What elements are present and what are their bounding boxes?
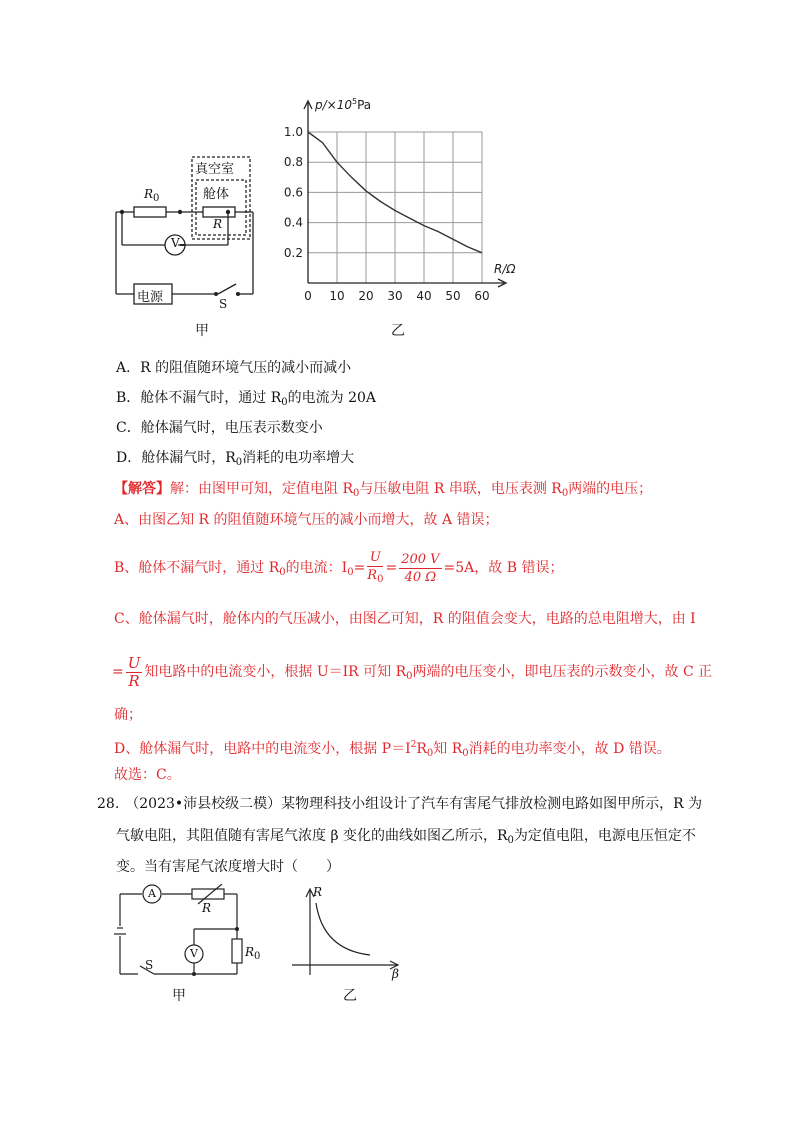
fraction-200v-over-40ohm: $\frac{200 V}{40 \Omega}$ (401, 551, 440, 585)
switch-lever (218, 284, 236, 294)
answer-line-c3: 确； (114, 707, 142, 723)
switch-label-2: S (145, 958, 154, 972)
answer-line-1: 【解答】解：由图甲可知，定值电阻 $R_0$与压敏电阻 R 串联，电压表测 $R_0$两端的电压； (114, 481, 653, 499)
y-tick-label: 0.6 (283, 185, 303, 200)
figure-caption-jia: 甲 (195, 323, 209, 339)
x-tick-label: 60 (474, 289, 490, 303)
answer-choice: 故选：C。 (114, 767, 181, 783)
x-tick-label: 10 (329, 289, 345, 303)
y-tick-label: 0.2 (283, 245, 303, 260)
answer-line-a: A、由图乙知 R 的阻值随环境气压的减小而增大，故 A 错误； (114, 512, 499, 528)
option-a: A．R 的阻值随环境气压的减小而减小 (116, 360, 352, 376)
power-source-label: 电源 (137, 290, 164, 305)
answer-line-c2: = $\frac{U}{R}$ 知电路中的电流变小，根据 U＝IR 可知 $R_0$两端的电压变小，即电压表的示数变小，故 C 正 (112, 653, 713, 690)
resistor-r0 (134, 207, 166, 217)
chart-caption-yi: 乙 (391, 323, 405, 339)
answer-line-d: D、舱体漏气时，电路中的电流变小，根据 $P=I^2R_0$知 $R_0$消耗的电功率变小，故 D 错误。 (114, 740, 671, 759)
figure-caption-jia-2: 甲 (172, 988, 186, 1004)
y-tick-label: 0.8 (283, 155, 303, 170)
vacuum-chamber-label: 真空室 (195, 162, 235, 177)
option-b: B．舱体不漏气时，通过 $R_0$的电流为 20A (116, 390, 377, 408)
ammeter-symbol: A (148, 887, 156, 900)
x-tick-label: 20 (358, 289, 374, 303)
resistance-concentration-graph (290, 885, 400, 980)
option-c: C．舱体漏气时，电压表示数变小 (116, 420, 323, 436)
graph2-xlabel: β (392, 967, 399, 981)
y-tick-label: 1.0 (283, 125, 303, 139)
fraction-u-over-r: $\frac{U}{R}$ (127, 653, 141, 690)
y-tick-label: 0.4 (283, 215, 303, 230)
answer-line-b: B、舱体不漏气时，通过 $R_0$的电流：$I_0=$ $\frac{U}{R_0}$ = $\frac{200 V}{40 \Omega}$ =5A，故 B 错误； (114, 548, 563, 593)
voltmeter-symbol-2: V (190, 947, 198, 960)
y-axis-label: $p/\times 10^5Pa$ (315, 97, 372, 112)
q28-line-2: 气敏电阻，其阻值随有害尾气浓度 β 变化的曲线如图乙所示，$R_0$为定值电阻，电源电压恒定不 (116, 828, 696, 846)
x-tick-label: 40 (416, 289, 432, 303)
q28-line-3: 变。当有害尾气浓度增大时（ ） (116, 859, 340, 875)
circuit-diagram-1 (100, 150, 270, 340)
decay-curve (316, 903, 370, 955)
circuit-diagram-2 (110, 884, 260, 984)
fraction-u-over-r0: $\frac{U}{R_0}$ (367, 549, 384, 585)
x-axis-label: R/Ω (494, 262, 516, 276)
cabin-label: 舱体 (203, 187, 230, 202)
x-tick-label: 0 (304, 289, 312, 303)
option-d: D．舱体漏气时，$R_0$消耗的电功率增大 (116, 450, 355, 468)
q28-line-1: 28. （2023•沛县校级二模）某物理科技小组设计了汽车有害尾气排放检测电路如图甲所示，R 为 (97, 796, 703, 812)
x-tick-label: 50 (445, 289, 461, 303)
variable-resistor-label: R (202, 901, 212, 915)
figure-caption-yi-2: 乙 (343, 988, 357, 1004)
x-tick-label: 30 (387, 289, 403, 303)
graph2-ylabel: R (313, 885, 323, 899)
answer-line-c1: C、舱体漏气时，舱体内的气压减小，由图乙可知，R 的阻值会变大，电路的总电阻增大，由 I (114, 611, 696, 627)
pressure-resistance-chart (280, 95, 530, 310)
voltmeter-symbol: V (171, 236, 180, 250)
resistor-r0-label: $R_0$ (144, 187, 160, 204)
resistor-r0-label-2: $R_0$ (245, 945, 261, 962)
resistor-r-label: R (213, 217, 223, 231)
switch-label: S (219, 297, 228, 311)
